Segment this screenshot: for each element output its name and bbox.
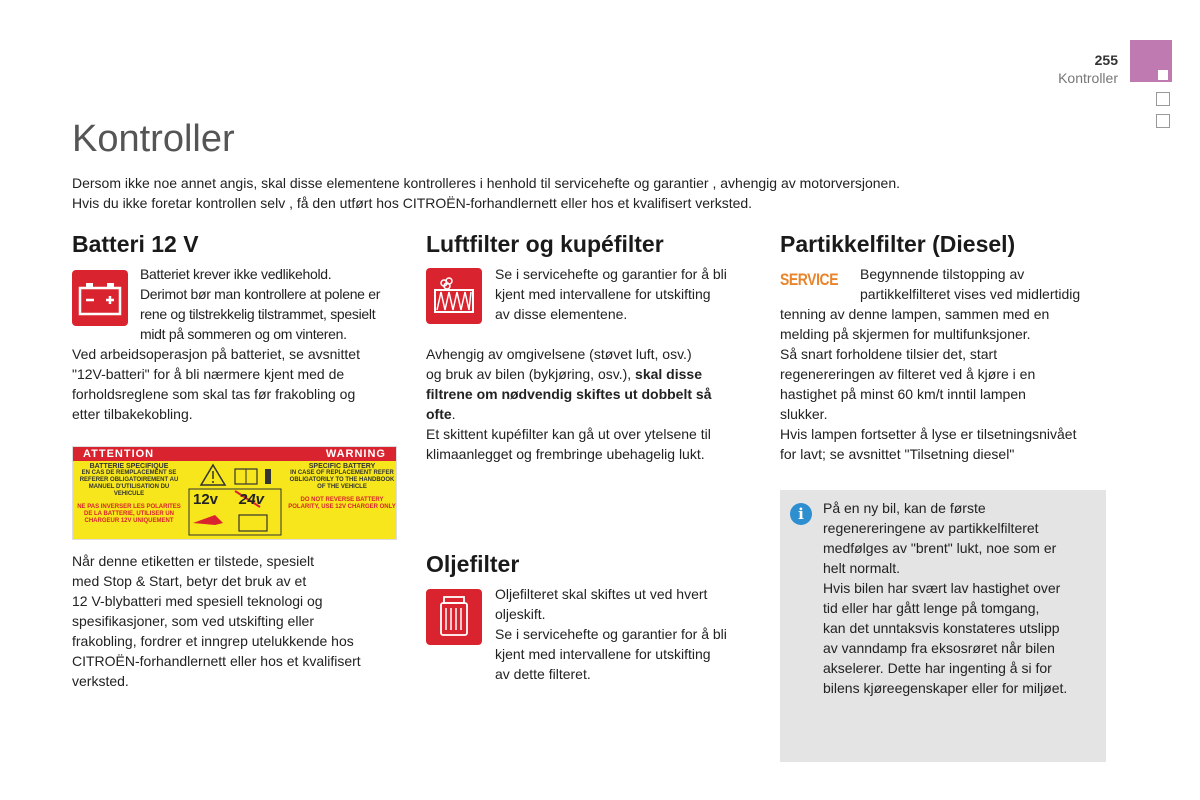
text-line: kjent med intervallene for utskifting xyxy=(495,286,711,302)
text-line: Et skittent kupéfilter kan gå ut over ytelsene til xyxy=(426,426,711,442)
label-attention: ATTENTION xyxy=(83,448,155,460)
battery-paragraph xyxy=(72,344,402,424)
text-line: medfølges av "brent" lukt, noe som er xyxy=(823,540,1057,556)
label-12v: 12v xyxy=(193,491,219,508)
text-line: 12 V-blybatteri med spesiell teknologi og xyxy=(72,593,323,609)
text-line: partikkelfilteret vises ved midlertidig xyxy=(860,286,1081,302)
nav-box xyxy=(1156,92,1170,106)
text-line: Begynnende tilstopping av xyxy=(860,266,1025,282)
battery-paragraph-2 xyxy=(72,551,402,691)
intro-line: Hvis du ikke foretar kontrollen selv , få den utført hos CITROËN-forhandlernett eller hos et kvalifisert verksted. xyxy=(72,195,753,211)
text-line: for lavt; se avsnittet "Tilsetning diesel" xyxy=(780,446,1015,462)
label-left-red: NE PAS INVERSER LES POLARITES DE LA BATTERIE, UTILISER UN CHARGEUR 12V UNIQUEMENT xyxy=(77,504,181,524)
text-line: Hvis lampen fortsetter å lyse er tilsetningsnivået xyxy=(780,426,1077,442)
text-line xyxy=(426,404,766,424)
text-line: spesifikasjoner, som ved utskifting eller xyxy=(72,613,314,629)
oil-filter-icon xyxy=(426,589,482,645)
text-line: hastighet på minst 60 km/t inntil lampen xyxy=(780,386,1026,402)
text-line: Batteriet krever ikke vedlikehold. xyxy=(140,266,332,282)
text-line: Se i servicehefte og garantier for å bli xyxy=(495,266,727,282)
label-left-column xyxy=(75,463,183,525)
oil-filter-text xyxy=(495,584,765,684)
text-line: Hvis bilen har svært lav hastighet over xyxy=(823,580,1061,596)
particle-filter-heading: Partikkelfilter (Diesel) xyxy=(780,231,1016,257)
text-line: melding på skjermen for multifunksjoner. xyxy=(780,326,1031,342)
text-line: forholdsreglene som skal tas før frakobling og xyxy=(72,386,356,402)
text-line: Så snart forholdene tilsier det, start xyxy=(780,346,998,362)
text-line: av disse elementene. xyxy=(495,306,628,322)
intro-line: Dersom ikke noe annet angis, skal disse elementene kontrolleres i henhold til servicehefte og garantier , avhengig av motorversjonen. xyxy=(72,175,901,191)
oil-filter-heading: Oljefilter xyxy=(426,551,520,577)
label-right-title: SPECIFIC BATTERY xyxy=(308,463,376,470)
service-warning-icon: SERVICE xyxy=(780,270,839,289)
battery-heading: Batteri 12 V xyxy=(72,231,199,257)
text-line: verksted. xyxy=(72,673,129,689)
page-number: 255 xyxy=(1094,52,1118,68)
text-line: Derimot bør man kontrollere at polene er xyxy=(140,286,381,302)
bold-text: skal disse xyxy=(635,366,702,382)
text-line xyxy=(426,384,766,404)
air-filter-icon xyxy=(426,268,482,324)
text-line: oljeskift. xyxy=(495,606,546,622)
text-line: helt normalt. xyxy=(823,560,901,576)
text-line: På en ny bil, kan de første xyxy=(823,500,986,516)
text-line: av dette filteret. xyxy=(495,666,591,682)
particle-filter-intro-text xyxy=(860,264,1120,304)
air-filter-heading: Luftfilter og kupéfilter xyxy=(426,231,664,257)
air-filter-paragraph xyxy=(426,344,766,464)
text-line: Når denne etiketten er tilstede, spesielt xyxy=(72,553,315,569)
text-line xyxy=(426,364,766,384)
text-line: CITROËN-forhandlernett eller hos et kvalifisert xyxy=(72,653,361,669)
label-left-title: BATTERIE SPECIFIQUE xyxy=(89,463,169,470)
info-text xyxy=(823,498,1103,698)
text-line: akselerer. Dette har ingenting å si for xyxy=(823,660,1052,676)
particle-filter-text xyxy=(780,304,1120,464)
section-name: Kontroller xyxy=(1058,70,1118,86)
text-line: midt på sommeren og om vinteren. xyxy=(140,326,347,342)
label-warning: WARNING xyxy=(325,448,386,460)
text-line: med Stop & Start, betyr det bruk av et xyxy=(72,573,307,589)
text-line: frakobling, fordrer et inngrep utelukkende hos xyxy=(72,633,354,649)
text-span: og bruk av bilen (bykjøring, osv.), xyxy=(426,366,636,382)
label-right-column xyxy=(288,463,396,511)
label-header xyxy=(73,447,396,461)
text-line: kan det unntaksvis konstateres utslipp xyxy=(823,620,1060,636)
battery-icon xyxy=(72,270,128,326)
page-title: Kontroller xyxy=(72,118,235,160)
text-line: etter tilbakekobling. xyxy=(72,406,193,422)
text-line: tenning av denne lampen, sammen med en xyxy=(780,306,1050,322)
text-line: "12V-batteri" for å bli nærmere kjent med de xyxy=(72,366,345,382)
text-line: Avhengig av omgivelsene (støvet luft, osv.) xyxy=(426,346,692,362)
battery-warning-label xyxy=(72,446,397,540)
text-line: regenereringen av filteret ved å kjøre i en xyxy=(780,366,1036,382)
text-line: rene og tilstrekkelig tilstrammet, spesielt xyxy=(140,306,376,322)
text-line: kjent med intervallene for utskifting xyxy=(495,646,711,662)
label-left-text: EN CAS DE REMPLACEMENT SE REFERER OBLIGATOIREMENT AU MANUEL D'UTILISATION DU VEHICULE xyxy=(79,470,179,497)
text-line: bilens kjøreegenskaper eller for miljøet. xyxy=(823,680,1068,696)
text-line: tid eller har gått lenge på tomgang, xyxy=(823,600,1040,616)
bold-text: ofte xyxy=(426,406,452,422)
text-line: Se i servicehefte og garantier for å bli xyxy=(495,626,727,642)
label-right-red: DO NOT REVERSE BATTERY POLARITY, USE 12V CHARGER ONLY xyxy=(288,497,396,510)
info-icon: i xyxy=(790,503,812,525)
intro-text xyxy=(72,173,1072,213)
chapter-tab-marker xyxy=(1158,70,1168,80)
text-line: Ved arbeidsoperasjon på batteriet, se avsnittet xyxy=(72,346,360,362)
text-line: klimaanlegget og frembringe ubehagelig lukt. xyxy=(426,446,705,462)
text-line: regenereringene av partikkelfilteret xyxy=(823,520,1039,536)
label-right-text: IN CASE OF REPLACEMENT REFER OBLIGATORILY TO THE HANDBOOK OF THE VEHICLE xyxy=(289,470,395,490)
bold-text: filtrene om nødvendig skiftes ut dobbelt så xyxy=(426,386,712,402)
label-24v: 24v xyxy=(239,491,265,508)
air-filter-intro-text xyxy=(495,264,765,324)
label-pictograms xyxy=(185,463,285,537)
text-span: . xyxy=(451,406,456,422)
text-line: Oljefilteret skal skiftes ut ved hvert xyxy=(495,586,708,602)
nav-box xyxy=(1156,114,1170,128)
text-line: av vanndamp fra eksosrøret når bilen xyxy=(823,640,1055,656)
text-line: slukker. xyxy=(780,406,828,422)
battery-intro-text xyxy=(140,264,405,344)
